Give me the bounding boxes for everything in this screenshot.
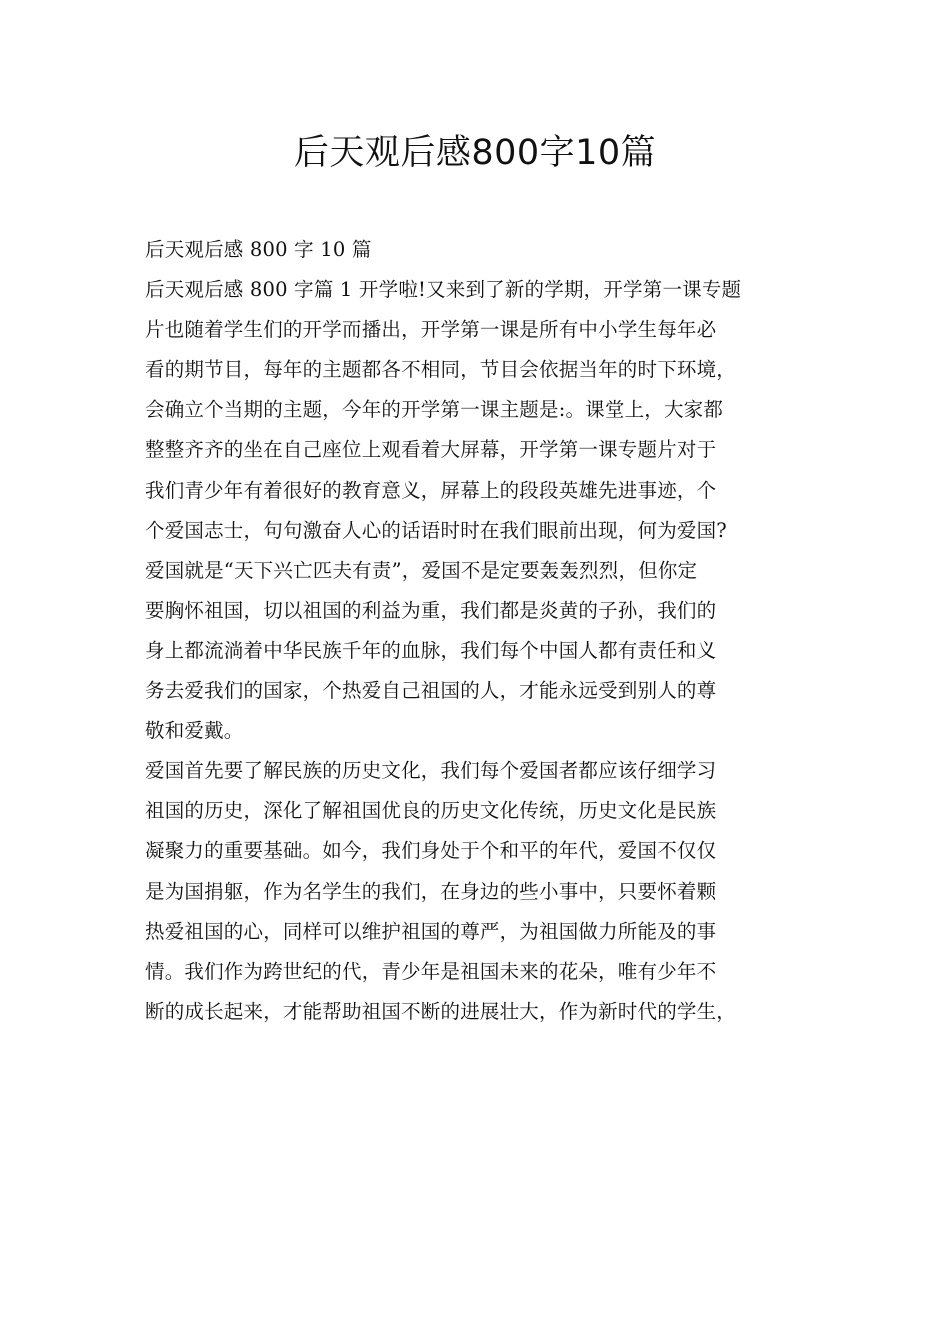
text-line: 爱国首先要了解民族的历史文化，我们每个爱国者都应该仔细学习 <box>145 759 717 783</box>
text-line: 看的期节目，每年的主题都各不相同，节目会依据当年的时下环境， <box>145 358 737 382</box>
text-line: 热爱祖国的心，同样可以维护祖国的尊严，为祖国做力所能及的事 <box>145 919 717 943</box>
text-line: 片也随着学生们的开学而播出，开学第一课是所有中小学生每年必 <box>145 318 717 342</box>
text-line: 祖国的历史，深化了解祖国优良的历史文化传统，历史文化是民族 <box>145 799 717 823</box>
text-line: 凝聚力的重要基础。如今，我们身处于个和平的年代，爱国不仅仅 <box>145 839 717 863</box>
document-body <box>145 230 815 1032</box>
text-line: 是为国捐躯，作为名学生的我们，在身边的些小事中，只要怀着颗 <box>145 879 717 903</box>
text-line: 我们青少年有着很好的教育意义，屏幕上的段段英雄先进事迹，个 <box>145 478 717 502</box>
text-line: 身上都流淌着中华民族千年的血脉，我们每个中国人都有责任和义 <box>145 638 717 662</box>
text-line: 爱国就是“天下兴亡匹夫有责”，爱国不是定要轰轰烈烈，但你定 <box>145 558 698 582</box>
text-line: 会确立个当期的主题，今年的开学第一课主题是:。课堂上，大家都 <box>145 398 724 422</box>
text-line: 后天观后感 800 字篇 1 开学啦!又来到了新的学期，开学第一课专题 <box>145 278 742 302</box>
text-line: 务去爱我们的国家，个热爱自己祖国的人，才能永远受到别人的尊 <box>145 679 717 703</box>
text-line: 情。我们作为跨世纪的代，青少年是祖国未来的花朵，唯有少年不 <box>145 959 717 983</box>
text-line: 个爱国志士，句句激奋人心的话语时时在我们眼前出现，何为爱国? <box>145 518 727 542</box>
text-line: 要胸怀祖国，切以祖国的利益为重，我们都是炎黄的子孙，我们的 <box>145 598 717 622</box>
text-line: 整整齐齐的坐在自己座位上观看着大屏幕，开学第一课专题片对于 <box>145 438 717 462</box>
text-line: 断的成长起来，才能帮助祖国不断的进展壮大，作为新时代的学生， <box>145 999 737 1023</box>
text-line: 后天观后感 800 字 10 篇 <box>145 238 372 261</box>
text-line: 敬和爱戴。 <box>145 719 244 743</box>
document-title: 后天观后感800字10篇 <box>293 133 657 173</box>
